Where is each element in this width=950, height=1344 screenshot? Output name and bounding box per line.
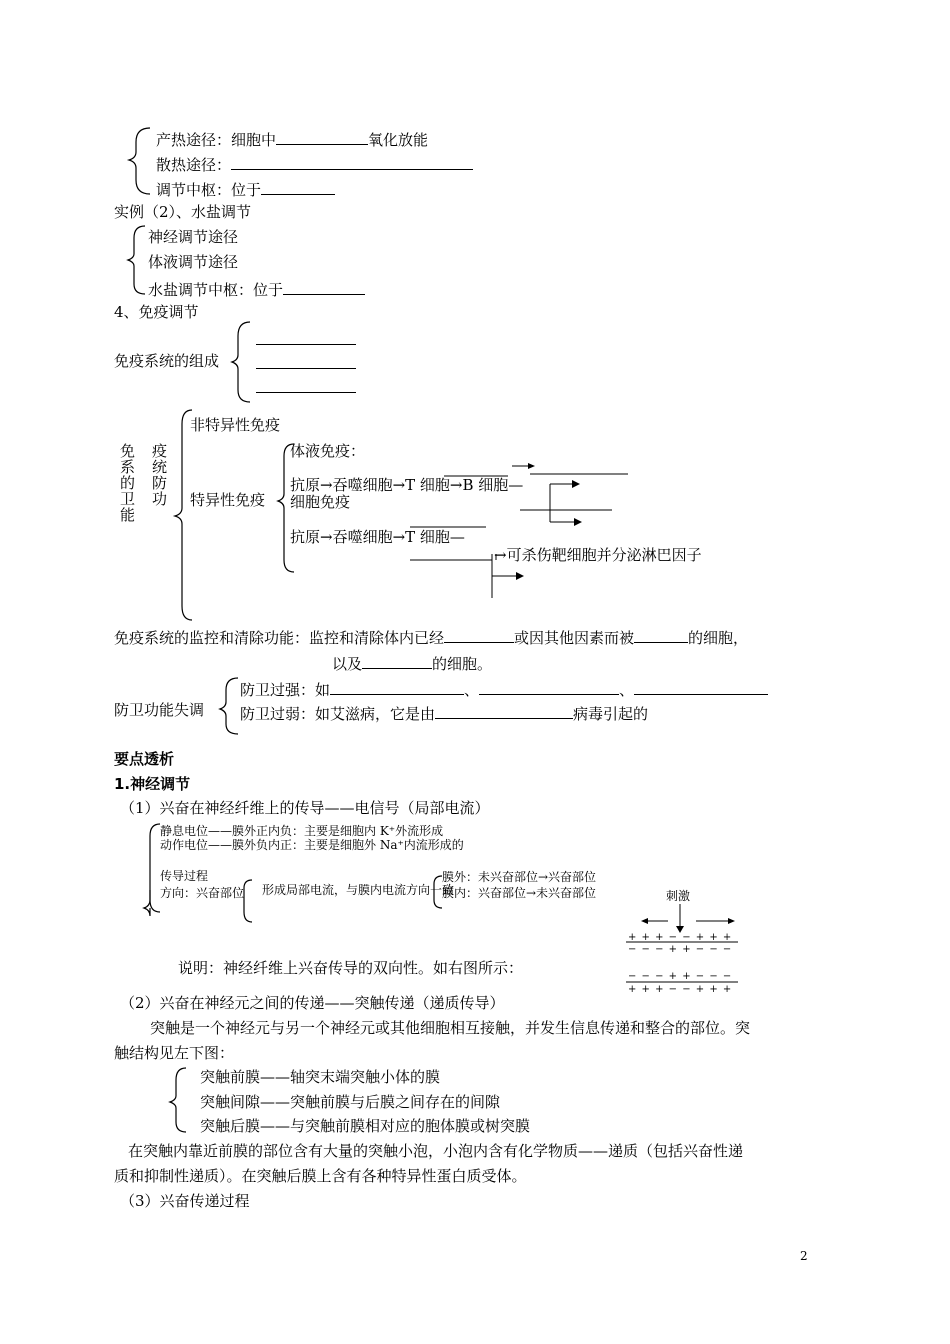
blank [634,628,688,643]
blank [276,130,368,145]
defense-char: 功 [152,490,168,508]
brace-neuro [144,824,160,916]
blank [256,330,356,345]
defense-label-col2 [152,444,167,508]
conduction-direction: 方向：兴奋部位 [160,886,245,900]
blank [479,680,619,695]
blank [435,704,573,719]
defense-char: 疫 [152,442,168,460]
synapse-paragraph-1a: 突触是一个神经元与另一个神经元或其他细胞相互接触，并发生信息传递和整合的部位。突 [150,1019,751,1037]
brace-thermo [129,128,150,194]
resting-potential: 静息电位——膜外正内负：主要是细胞内 K⁺外流形成 [160,824,444,838]
blank [634,680,768,695]
synapse-paragraph-2a: 在突触内靠近前膜的部位含有大量的突触小泡，小泡内含有化学物质——递质（包括兴奋性递 [128,1142,744,1160]
brace-composition [232,322,250,402]
water-salt-title: 实例（2）、水盐调节 [114,203,252,221]
brace-synapse [170,1068,186,1132]
defense-label-col1 [120,444,135,524]
brace-water-salt [128,226,145,294]
cellular-chain: 抗原→吞噬细胞→T 细胞— [290,528,465,546]
item-conduction: （1）兴奋在神经纤维上的传导——电信号（局部电流） [120,799,490,817]
synaptic-cleft: 突触间隙——突触前膜与后膜之间存在的间隙 [200,1093,501,1111]
cellular-immunity: 细胞免疫 [290,493,351,511]
immune-heading: 4、免疫调节 [114,303,199,321]
water-salt-neural: 神经调节途径 [148,228,239,246]
heat-dissipation [156,155,473,173]
blank [362,654,432,669]
blank [283,280,365,295]
thermo-center [156,180,335,198]
too-weak-suffix: 病毒引起的 [573,705,649,723]
heat-production [156,130,428,148]
defense-char: 系 [120,458,136,476]
monitor-text: 免疫系统的监控和清除功能：监控和清除体内已经 [114,629,445,647]
blank [330,680,464,695]
brace-disorder [220,678,238,734]
membrane-row: + + + − − + + + [628,932,733,943]
nonspecific-immunity: 非特异性免疫 [190,416,281,434]
item-transmission: （3）兴奋传递过程 [120,1192,250,1210]
membrane-outside: 膜外：未兴奋部位→兴奋部位 [442,870,597,884]
composition-blank-2 [256,354,356,372]
membrane-row: − − − + + − − − [628,971,733,982]
presynaptic-membrane: 突触前膜——轴突末端突触小体的膜 [200,1068,441,1086]
defense-too-strong: 防卫过强：如 、 、 [240,680,768,698]
heat-production-label: 产热途径：细胞中 [156,131,277,149]
humoral-chain: 抗原→吞噬细胞→T 细胞→B 细胞— [290,476,524,494]
defense-disorder: 防卫功能失调 [114,701,205,719]
composition-blank-1 [256,330,356,348]
conduction-process: 传导过程 [160,869,209,883]
action-potential: 动作电位——膜外负内正：主要是细胞外 Na⁺内流形成的 [160,838,464,852]
blank [231,155,473,170]
heat-production-suffix: 氧化放能 [368,131,429,149]
analysis-heading: 要点透析 [114,750,175,768]
local-current: 形成局部电流，与膜内电流方向一致 [262,883,455,897]
synapse-paragraph-2b: 质和抑制性递质）。在突触后膜上含有各种特异性蛋白质受体。 [114,1167,527,1185]
bidirectional-note: 说明：神经纤维上兴奋传导的双向性。如右图所示： [178,959,524,977]
thermo-center-label: 调节中枢：位于 [156,181,262,199]
membrane-row: + + + − − + + + [628,984,733,995]
specific-immunity: 特异性免疫 [190,491,266,509]
blank [256,354,356,369]
blank [261,180,335,195]
defense-char: 防 [152,474,168,492]
monitor-text: 的细胞， [688,629,749,647]
monitor-text: 的细胞。 [432,655,493,673]
section-neural-regulation: 1.神经调节 [114,775,191,793]
monitor-text: 以及 [332,655,363,673]
membrane-row: − − − + + − − − [628,944,733,955]
defense-char: 能 [120,506,136,524]
item-synapse: （2）兴奋在神经元之间的传递——突触传递（递质传导） [120,994,505,1012]
defense-char: 统 [152,458,168,476]
monitor-line-1 [114,628,748,646]
heat-dissipation-label: 散热途径： [156,156,232,174]
blank [256,378,356,393]
blank [444,628,514,643]
defense-char: 免 [120,442,136,460]
cellular-result: →可杀伤靶细胞并分泌淋巴因子 [494,546,702,564]
defense-char: 卫 [120,490,136,508]
monitor-line-2 [332,654,492,672]
too-weak-label: 防卫过弱：如艾滋病，它是由 [240,705,436,723]
postsynaptic-membrane: 突触后膜——与突触前膜相对应的胞体膜或树突膜 [200,1117,531,1135]
water-salt-center-label: 水盐调节中枢：位于 [148,281,284,299]
membrane-inside: 膜内：兴奋部位→未兴奋部位 [442,886,597,900]
water-salt-humoral: 体液调节途径 [148,253,239,271]
page-number: 2 [800,1249,808,1263]
humoral-immunity: 体液免疫： [290,442,366,460]
water-salt-center [148,280,365,298]
defense-char: 的 [120,474,136,492]
immune-composition: 免疫系统的组成 [114,352,220,370]
stimulus-label: 刺激 [666,889,691,903]
too-strong-label: 防卫过强：如 [240,681,331,699]
brace-defense [175,410,192,620]
defense-too-weak [240,704,648,722]
monitor-text: 或因其他因素而被 [514,629,635,647]
synapse-paragraph-1b: 触结构见左下图： [114,1044,235,1062]
composition-blank-3 [256,378,356,396]
